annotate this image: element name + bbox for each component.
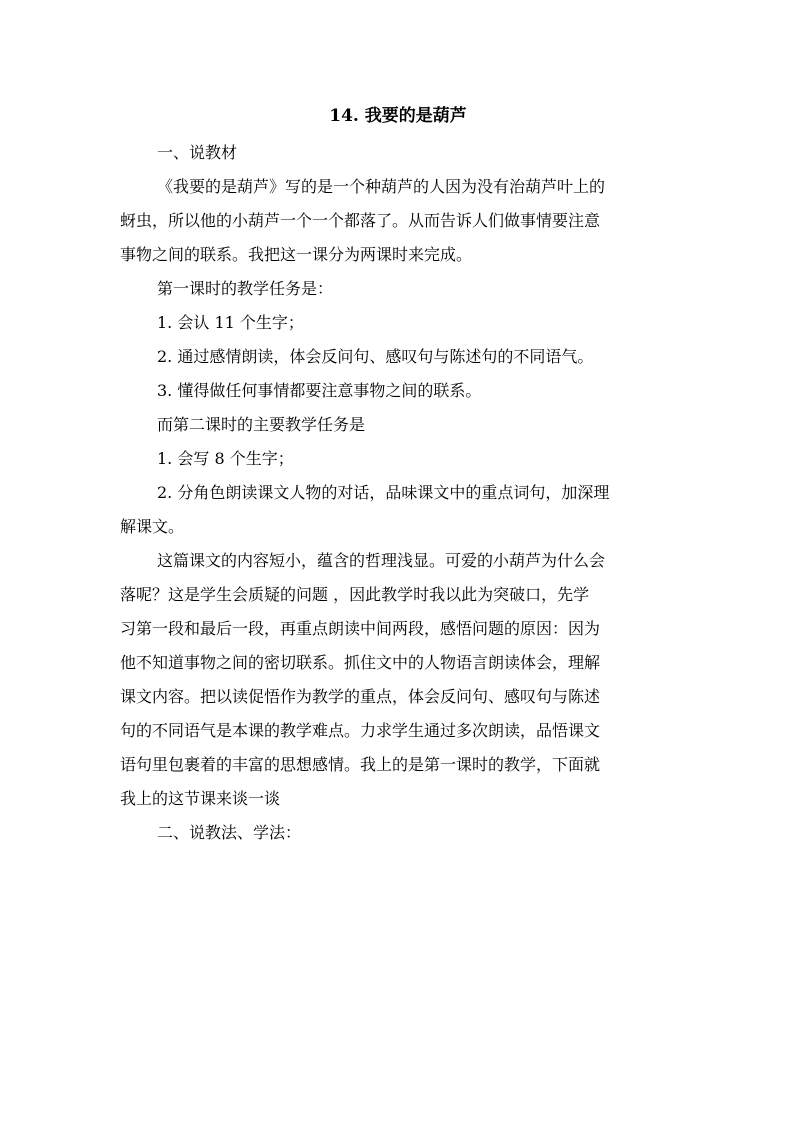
paragraph-line: 句的不同语气是本课的教学难点。力求学生通过多次朗读，品悟课文 — [120, 721, 601, 740]
paragraph-line: 《我要的是葫芦》写的是一个种葫芦的人因为没有治葫芦叶上的 — [157, 177, 606, 196]
list-item: 2. 分角色朗读课文人物的对话，品味课文中的重点词句，加深理 — [157, 483, 610, 502]
paragraph-line: 这篇课文的内容短小，蕴含的哲理浅显。可爱的小葫芦为什么会 — [157, 551, 606, 570]
list-item: 3. 懂得做任何事情都要注意事物之间的联系。 — [157, 381, 482, 400]
paragraph-line: 而第二课时的主要教学任务是 — [157, 415, 366, 434]
paragraph-line: 习第一段和最后一段，再重点朗读中间两段，感悟问题的原因：因为 — [120, 619, 601, 638]
paragraph-line: 我上的这节课来谈一谈 — [120, 789, 281, 808]
section-heading-teaching-material: 一、说教材 — [157, 143, 238, 162]
paragraph-line: 他不知道事物之间的密切联系。抓住文中的人物语言朗读体会，理解 — [120, 653, 601, 672]
paragraph-line: 语句里包裹着的丰富的思想感情。我上的是第一课时的教学，下面就 — [120, 755, 601, 774]
paragraph-line: 第一课时的教学任务是： — [157, 279, 334, 298]
list-item-continuation: 解课文。 — [120, 517, 185, 536]
paragraph-line: 蚜虫，所以他的小葫芦一个一个都落了。从而告诉人们做事情要注意 — [120, 211, 601, 230]
document-body — [120, 103, 676, 850]
list-item: 2. 通过感情朗读，体会反问句、感叹句与陈述句的不同语气。 — [157, 347, 594, 366]
list-item: 1. 会认 11 个生字； — [157, 313, 304, 332]
section-heading-methods: 二、说教法、学法： — [157, 823, 302, 842]
page-title: 14. 我要的是葫芦 — [329, 106, 467, 126]
paragraph-line: 事物之间的联系。我把这一课分为两课时来完成。 — [120, 245, 473, 264]
paragraph-line: 课文内容。把以读促悟作为教学的重点，体会反问句、感叹句与陈述 — [120, 687, 601, 706]
list-item: 1. 会写 8 个生字； — [157, 449, 294, 468]
paragraph-line: 落呢？这是学生会质疑的问题 ，因此教学时我以此为突破口，先学 — [120, 585, 590, 604]
